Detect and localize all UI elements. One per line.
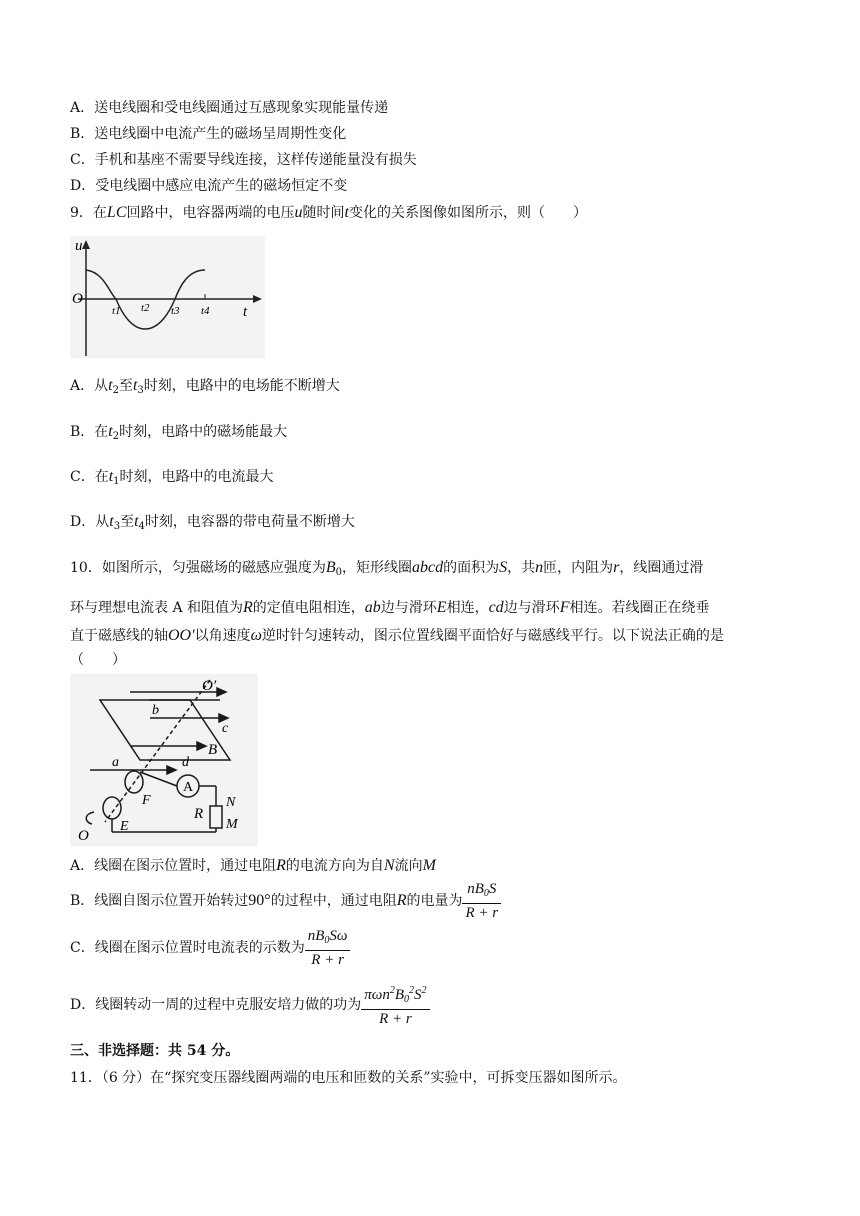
q9-option-a: A．从$t_2$至$t_3$时刻，电路中的电场能不断增大 [70, 377, 340, 396]
q10-option-b: B．线圈自图示位置开始转过90°的过程中，通过电阻R的电量为 $\frac{nB_0S}{R + r}$ [70, 880, 501, 922]
label-N: N [226, 795, 236, 810]
label-c: c [222, 721, 229, 736]
label-o-prime: O′ [202, 678, 217, 694]
q8-option-b: B．送电线圈中电流产生的磁场呈周期性变化 [70, 126, 347, 142]
graph-x-label: t [243, 304, 248, 320]
q10-option-a: A．线圈在图示位置时，通过电阻R的电流方向为自N流向M [70, 857, 436, 874]
graph-origin: O [72, 291, 83, 307]
lc-voltage-graph [70, 236, 265, 358]
q10-option-c: C．线圈在图示位置时电流表的示数为 $\frac{nB_0S\omega}{R + r}$ [70, 927, 350, 969]
graph-tick-t4: t4 [201, 305, 210, 317]
label-E: E [120, 819, 129, 834]
q8-option-c: C．手机和基座不需要导线连接，这样传递能量没有损失 [70, 152, 417, 168]
label-ammeter: A [183, 780, 194, 795]
q9-option-b: B．在$t_2$时刻，电路中的磁场能最大 [70, 423, 288, 442]
q9-stem: 9．在LC回路中，电容器两端的电压u随时间t变化的关系图像如图所示，则（ ） [70, 204, 587, 221]
q10-stem-line-2: 环与理想电流表 A 和阻值为R的定值电阻相连，ab边与滑环E相连，cd边与滑环F相连。若线圈正在绕垂 [70, 599, 710, 616]
q10-answer-paren: （ ） [70, 652, 126, 668]
work-fraction: $\frac{\pi\omega n^2B_0^2S^2}{R + r}$ [361, 982, 429, 1028]
label-F: F [142, 793, 151, 808]
q10-stem-line-3: 直于磁感线的轴OO′以角速度ω逆时针匀速转动，图示位置线圈平面恰好与磁感线平行。以下说法正确的是 [70, 627, 724, 644]
label-a: a [112, 755, 119, 770]
graph-tick-t2: t2 [141, 302, 150, 314]
rotating-coil-figure [70, 674, 258, 846]
graph-tick-t1: t1 [112, 305, 121, 317]
graph-y-label: u [75, 238, 83, 254]
label-O: O [78, 828, 89, 844]
charge-fraction: $\frac{nB_0S}{R + r}$ [462, 880, 501, 922]
label-B: B [208, 742, 218, 758]
q10-option-d: D．线圈转动一周的过程中克服安培力做的功为 $\frac{\pi\omega n^2B_0^2S^2}{R + r}$ [70, 982, 430, 1028]
q9-option-d: D．从$t_3$至$t_4$时刻，电容器的带电荷量不断增大 [70, 513, 355, 532]
q10-stem-line-1: 10．如图所示，匀强磁场的磁感应强度为$B_0$，矩形线圈abcd的面积为S，共n匝，内阻为r，线圈通过滑 [70, 559, 704, 578]
q11-stem: 11．（6 分）在“探究变压器线圈两端的电压和匝数的关系”实验中，可拆变压器如图所示。 [70, 1070, 627, 1086]
section-heading: 三、非选择题：共 54 分。 [70, 1043, 240, 1059]
graph-tick-t3: t3 [171, 305, 180, 317]
q8-option-a: A．送电线圈和受电线圈通过互感现象实现能量传递 [70, 100, 389, 116]
q8-option-d: D．受电线圈中感应电流产生的磁场恒定不变 [70, 178, 348, 194]
current-fraction: $\frac{nB_0S\omega}{R + r}$ [305, 927, 351, 969]
label-d: d [182, 755, 189, 770]
label-b: b [152, 703, 159, 718]
q9-option-c: C．在$t_1$时刻，电路中的电流最大 [70, 468, 274, 487]
label-R: R [194, 806, 204, 822]
label-M: M [226, 817, 238, 832]
